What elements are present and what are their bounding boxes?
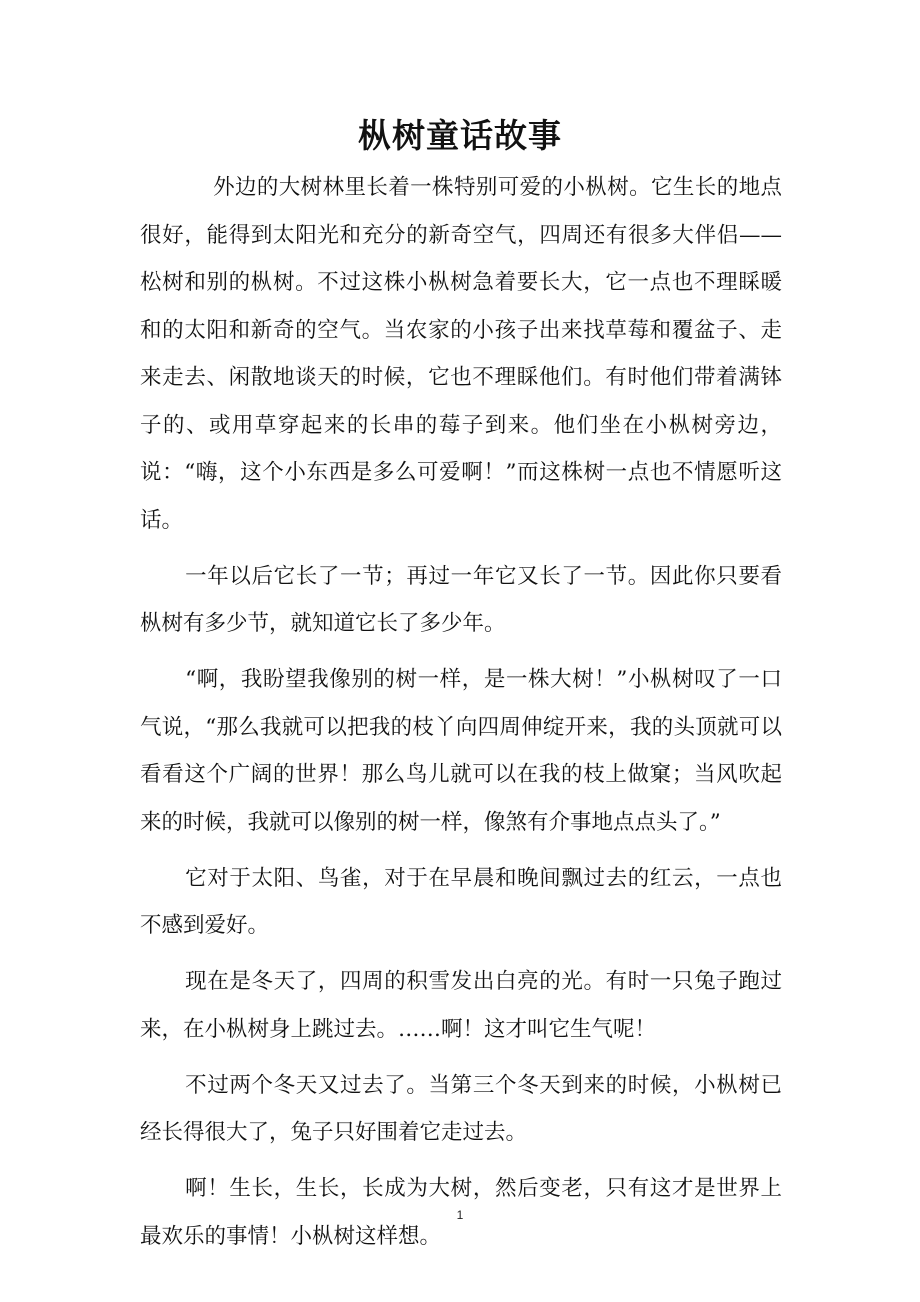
paragraph-3: “啊，我盼望我像别的树一样，是一株大树！”小枞树叹了一口气说，“那么我就可以把我的枝丫向四周伸绽开来，我的头顶就可以看看这个广阔的世界！那么鸟儿就可以在我的枝上做窠；当风吹起来的时候，我就可以像别的树一样，像煞有介事地点点头了。” (140, 667, 782, 835)
paragraph-7: 啊！生长，生长，长成为大树，然后变老，只有这才是世界上最欢乐的事情！小枞树这样想。 (140, 1176, 782, 1249)
document-title: 枞树童话故事 (358, 116, 562, 155)
paragraph-2: 一年以后它长了一节；再过一年它又长了一节。因此你只要看枞树有多少节，就知道它长了多少年。 (140, 563, 782, 636)
document-body (140, 164, 782, 1260)
page-number: 1 (456, 1208, 464, 1222)
paragraph-5: 现在是冬天了，四周的积雪发出白亮的光。有时一只兔子跑过来，在小枞树身上跳过去。……啊！这才叫它生气呢！ (140, 969, 782, 1042)
paragraph-4: 它对于太阳、鸟雀，对于在早晨和晚间飘过去的红云，一点也不感到爱好。 (140, 865, 782, 938)
paragraph-6: 不过两个冬天又过去了。当第三个冬天到来的时候，小枞树已经长得很大了，兔子只好围着它走过去。 (140, 1072, 782, 1145)
paragraph-1: 外边的大树林里长着一株特别可爱的小枞树。它生长的地点很好，能得到太阳光和充分的新奇空气，四周还有很多大伴侣——松树和别的枞树。不过这株小枞树急着要长大，它一点也不理睬暖和的太阳和新奇的空气。当农家的小孩子出来找草莓和覆盆子、走来走去、闲散地谈天的时候，它也不理睬他们。有时他们带着满钵子的、或用草穿起来的长串的莓子到来。他们坐在小枞树旁边，说：“嗨，这个小东西是多么可爱啊！”而这株树一点也不情愿听这话。 (140, 175, 782, 533)
